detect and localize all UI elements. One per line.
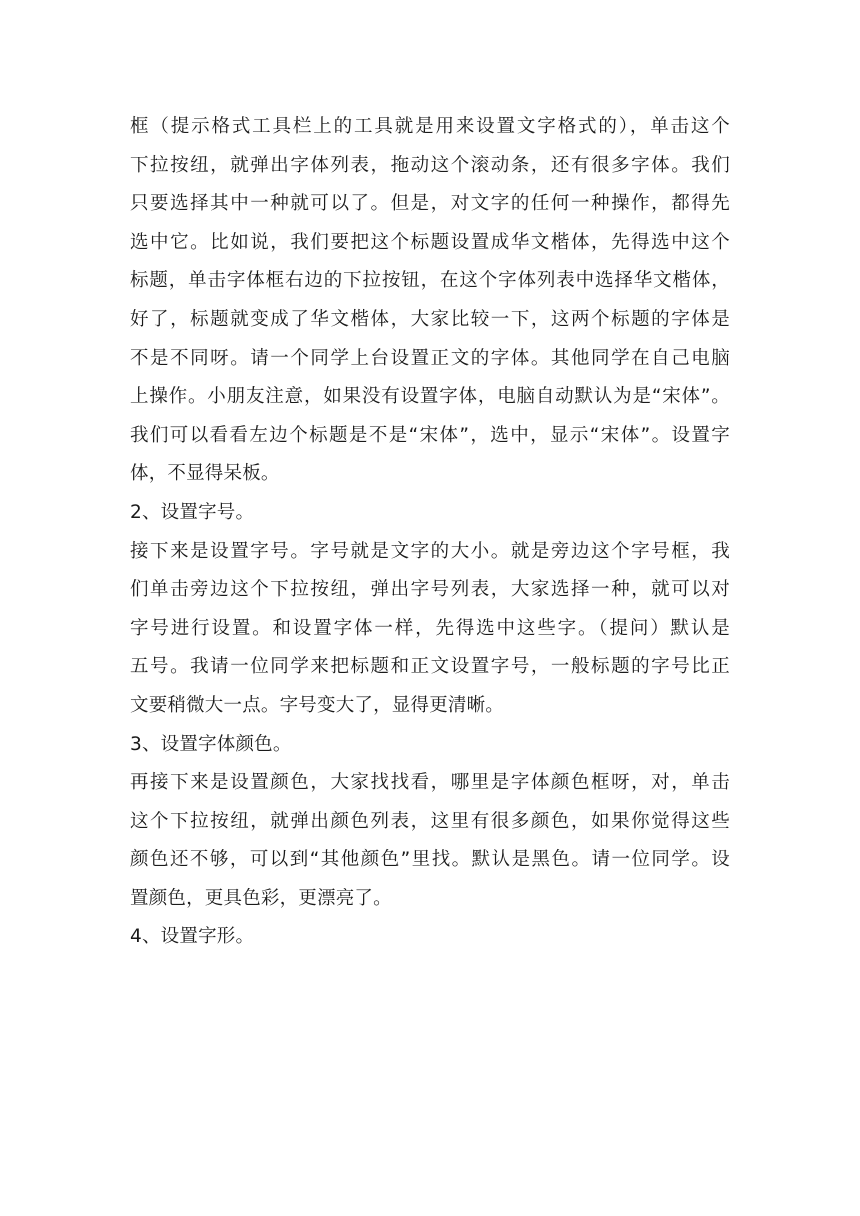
heading-text: 3、设置字体颜色。 <box>130 733 292 755</box>
text-line: 上操作。小朋友注意，如果没有设置字体，电脑自动默认为是“宋体”。 <box>130 386 730 408</box>
text-line: 这个下拉按纽，就弹出颜色列表，这里有很多颜色，如果你觉得这些 <box>130 810 730 832</box>
paragraph-font-size <box>130 533 730 726</box>
paragraph-font-color <box>130 764 730 918</box>
paragraph-font-setting <box>130 108 730 494</box>
section-heading-font-color <box>130 726 730 765</box>
heading-text: 4、设置字形。 <box>130 926 255 948</box>
text-line: 五号。我请一位同学来把标题和正文设置字号，一般标题的字号比正 <box>130 656 730 678</box>
text-line: 不是不同呀。请一个同学上台设置正文的字体。其他同学在自己电脑 <box>130 347 730 369</box>
text-line: 框（提示格式工具栏上的工具就是用来设置文字格式的），单击这个 <box>130 116 730 137</box>
section-heading-font-size <box>130 494 730 533</box>
text-line: 颜色还不够，可以到“其他颜色”里找。默认是黑色。请一位同学。设 <box>130 849 730 871</box>
text-line: 文要稍微大一点。字号变大了，显得更清晰。 <box>130 694 505 716</box>
text-line: 接下来是设置字号。字号就是文字的大小。就是旁边这个字号框，我 <box>130 540 730 562</box>
text-line: 只要选择其中一种就可以了。但是，对文字的任何一种操作，都得先 <box>130 193 730 215</box>
text-line: 体，不显得呆板。 <box>130 463 280 485</box>
heading-text: 2、设置字号。 <box>130 501 255 523</box>
section-heading-font-style <box>130 918 730 957</box>
text-line: 们单击旁边这个下拉按纽，弹出字号列表，大家选择一种，就可以对 <box>130 579 730 601</box>
text-line: 再接下来是设置颜色，大家找找看，哪里是字体颜色框呀，对，单击 <box>130 772 730 794</box>
document-page <box>130 108 730 957</box>
text-line: 置颜色，更具色彩，更漂亮了。 <box>130 887 392 909</box>
text-line: 字号进行设置。和设置字体一样，先得选中这些字。（提问）默认是 <box>130 617 730 639</box>
text-line: 好了，标题就变成了华文楷体，大家比较一下，这两个标题的字体是 <box>130 308 730 330</box>
text-line: 标题，单击字体框右边的下拉按钮，在这个字体列表中选择华文楷体， <box>130 270 730 292</box>
text-line: 我们可以看看左边个标题是不是“宋体”，选中，显示“宋体”。设置字 <box>130 424 730 446</box>
text-line: 下拉按纽，就弹出字体列表，拖动这个滚动条，还有很多字体。我们 <box>130 154 730 176</box>
text-line: 选中它。比如说，我们要把这个标题设置成华文楷体，先得选中这个 <box>130 231 730 253</box>
